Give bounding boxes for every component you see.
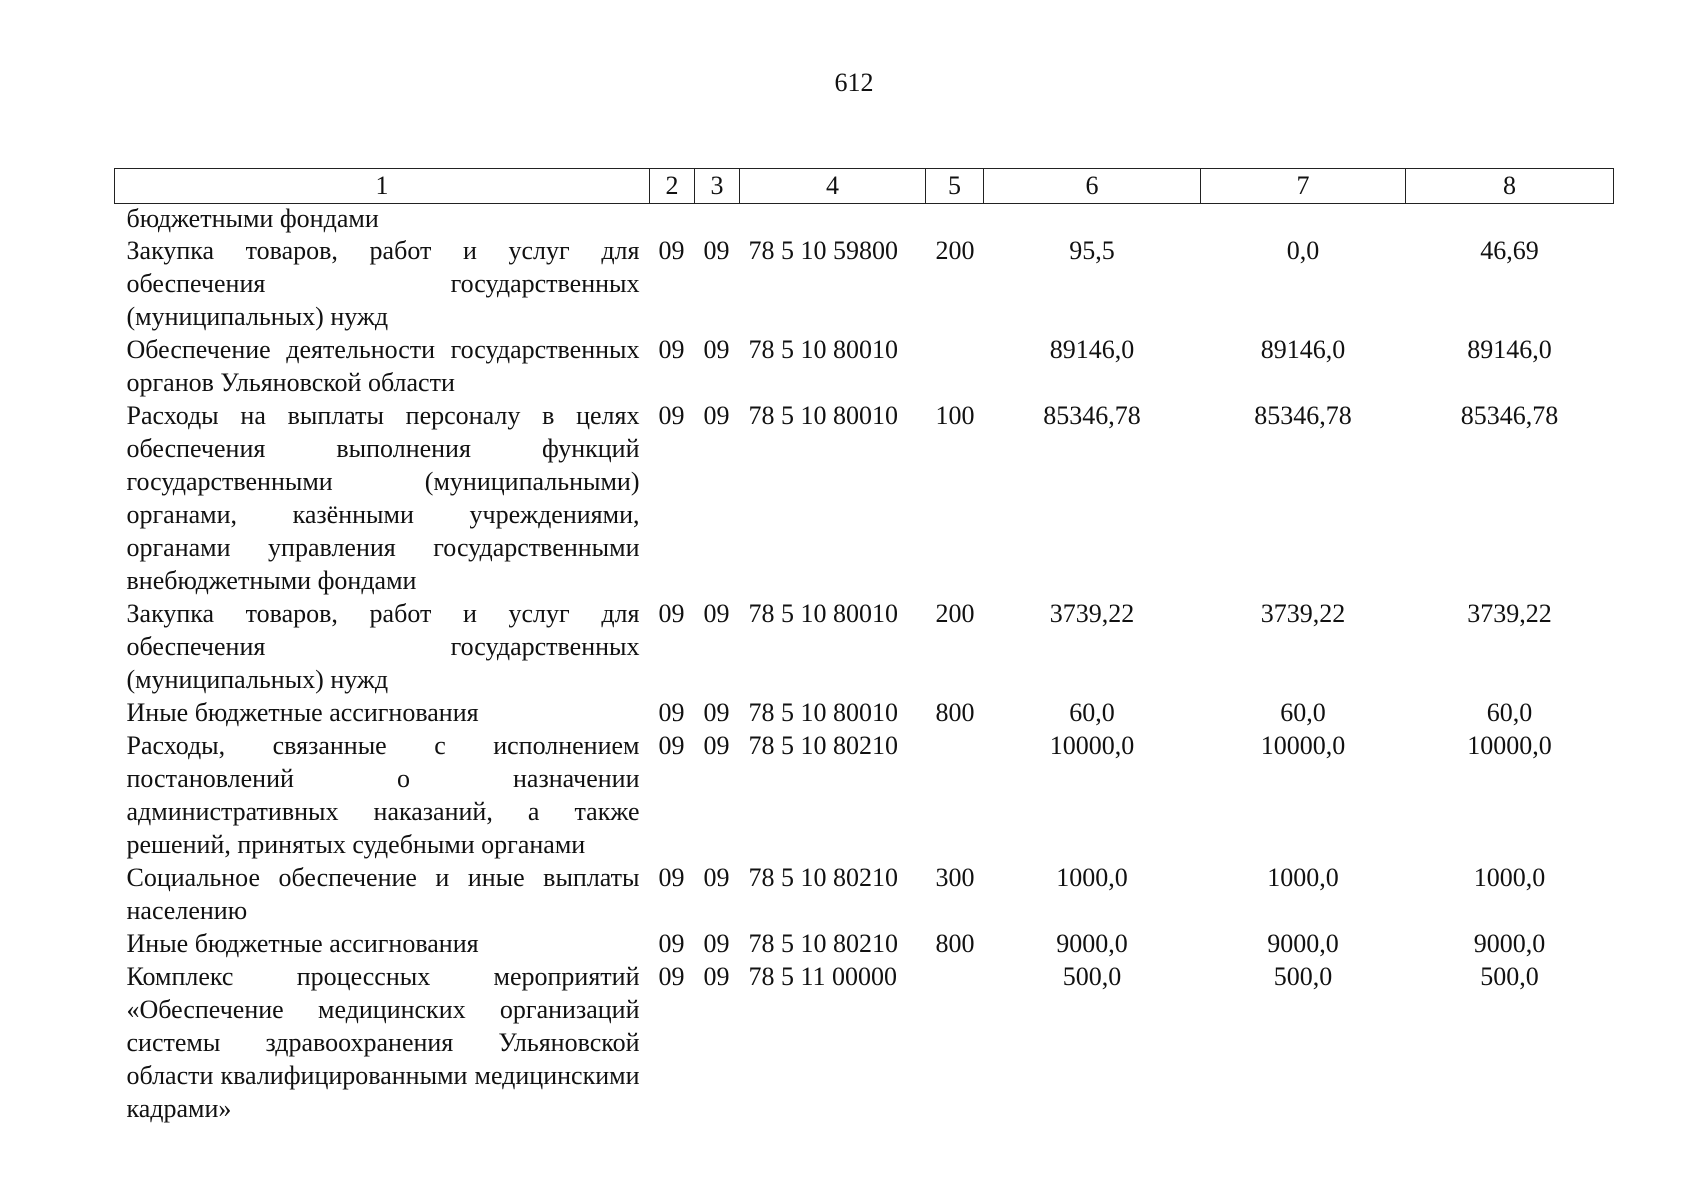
row-name: Закупка товаров, работ и услуг для обеспечения государственных (муниципальных) нужд (126, 599, 640, 694)
row-subsection-code: 09 (703, 335, 730, 364)
budget-table (114, 168, 1614, 1125)
page-number: 612 (834, 68, 874, 97)
header-cell-7: 7 (1201, 169, 1406, 204)
row-amount-6: 95,5 (1069, 236, 1115, 265)
row-target-article: 78 5 10 80210 (748, 731, 898, 760)
row-subsection-code: 09 (703, 698, 730, 727)
row-expense-type: 300 (935, 863, 975, 892)
table-row (115, 729, 1614, 861)
row-target-article: 78 5 11 00000 (748, 962, 898, 991)
row-subsection-code: 09 (703, 401, 730, 430)
row-amount-8: 46,69 (1480, 236, 1539, 265)
row-amount-6: 85346,78 (1043, 401, 1141, 430)
row-expense-type: 800 (935, 929, 975, 958)
header-row (115, 169, 1614, 204)
row-target-article: 78 5 10 80010 (748, 698, 898, 727)
table-row (115, 234, 1614, 333)
row-name: Расходы на выплаты персоналу в целях обеспечения выполнения функций государственными (муниципальными) органами, казёнными учреждениями, органами управления государственными внебюджетными фондами (126, 401, 640, 595)
row-target-article: 78 5 10 80010 (748, 401, 898, 430)
header-cell-1: 1 (115, 169, 650, 204)
row-section-code: 09 (658, 863, 685, 892)
continuation-row (115, 204, 1614, 235)
row-section-code: 09 (658, 929, 685, 958)
row-amount-6: 60,0 (1069, 698, 1115, 727)
row-amount-6: 89146,0 (1049, 335, 1135, 364)
table-row (115, 597, 1614, 696)
row-section-code: 09 (658, 236, 685, 265)
header-cell-2: 2 (650, 169, 695, 204)
row-expense-type: 200 (935, 236, 975, 265)
row-target-article: 78 5 10 80210 (748, 863, 898, 892)
row-expense-type (926, 333, 984, 399)
row-amount-8: 9000,0 (1473, 929, 1546, 958)
row-amount-6: 9000,0 (1056, 929, 1128, 958)
row-expense-type (926, 729, 984, 861)
row-amount-6: 3739,22 (1049, 599, 1135, 628)
row-amount-8: 10000,0 (1467, 731, 1552, 760)
row-amount-7: 85346,78 (1254, 401, 1352, 430)
row-amount-8: 89146,0 (1467, 335, 1552, 364)
row-subsection-code: 09 (703, 599, 730, 628)
row-subsection-code: 09 (703, 863, 730, 892)
header-cell-5: 5 (926, 169, 984, 204)
table-row (115, 399, 1614, 597)
row-target-article: 78 5 10 80210 (748, 929, 898, 958)
row-section-code: 09 (658, 401, 685, 430)
row-section-code: 09 (658, 599, 685, 628)
row-section-code: 09 (658, 731, 685, 760)
row-amount-7: 0,0 (1286, 236, 1320, 265)
row-section-code: 09 (658, 335, 685, 364)
row-amount-8: 1000,0 (1473, 863, 1546, 892)
row-name: Социальное обеспечение и иные выплаты населению (126, 863, 640, 925)
row-amount-8: 3739,22 (1467, 599, 1552, 628)
row-name: Закупка товаров, работ и услуг для обеспечения государственных (муниципальных) нужд (126, 236, 640, 331)
row-amount-6: 500,0 (1062, 962, 1122, 991)
row-expense-type (926, 960, 984, 1125)
row-amount-6: 10000,0 (1049, 731, 1135, 760)
table-row (115, 960, 1614, 1125)
row-name: Иные бюджетные ассигнования (126, 929, 479, 958)
table-row (115, 696, 1614, 729)
table-row (115, 861, 1614, 927)
row-amount-8: 60,0 (1486, 698, 1533, 727)
row-amount-7: 500,0 (1273, 962, 1333, 991)
row-subsection-code: 09 (703, 731, 730, 760)
row-amount-7: 9000,0 (1267, 929, 1339, 958)
row-target-article: 78 5 10 80010 (748, 599, 898, 628)
header-cell-3: 3 (695, 169, 740, 204)
row-amount-8: 85346,78 (1460, 401, 1559, 430)
row-name: Расходы, связанные с исполнением постановлений о назначении административных наказаний, а также решений, принятых судебными органами (126, 731, 640, 859)
header-cell-4: 4 (740, 169, 926, 204)
row-subsection-code: 09 (703, 962, 730, 991)
row-section-code: 09 (658, 698, 685, 727)
row-section-code: 09 (658, 962, 685, 991)
row-amount-7: 1000,0 (1267, 863, 1339, 892)
continuation-text: бюджетными фондами (126, 204, 379, 233)
header-cell-6: 6 (984, 169, 1201, 204)
row-expense-type: 200 (935, 599, 975, 628)
row-subsection-code: 09 (703, 236, 730, 265)
row-amount-8: 500,0 (1480, 962, 1539, 991)
row-amount-6: 1000,0 (1056, 863, 1128, 892)
row-name: Обеспечение деятельности государственных органов Ульяновской области (126, 335, 640, 397)
row-expense-type: 800 (935, 698, 975, 727)
row-amount-7: 3739,22 (1260, 599, 1346, 628)
table-row (115, 927, 1614, 960)
row-subsection-code: 09 (703, 929, 730, 958)
row-amount-7: 89146,0 (1260, 335, 1346, 364)
row-expense-type: 100 (935, 401, 975, 430)
row-name: Комплекс процессных мероприятий «Обеспечение медицинских организаций системы здравоохранения Ульяновской области квалифицированными медицинскими кадрами» (126, 962, 640, 1123)
table-row (115, 333, 1614, 399)
header-cell-8: 8 (1406, 169, 1614, 204)
row-target-article: 78 5 10 80010 (748, 335, 898, 364)
row-name: Иные бюджетные ассигнования (126, 698, 479, 727)
row-amount-7: 60,0 (1280, 698, 1326, 727)
row-target-article: 78 5 10 59800 (748, 236, 898, 265)
row-amount-7: 10000,0 (1260, 731, 1346, 760)
